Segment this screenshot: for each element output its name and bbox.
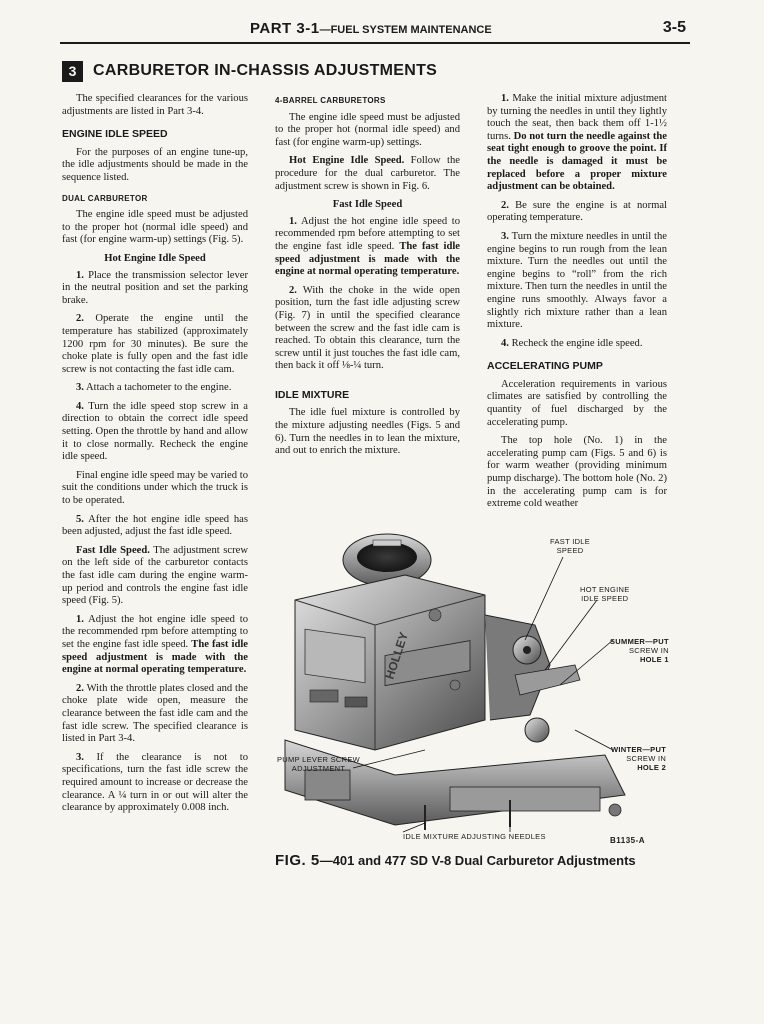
mixture-step-1: 1. Make the initial mixture adjustment by turning the needles in until they lightly touch the seat, then back them off 1-1½ turns. Do not turn the needle against the seat tight enough to groove the point. If the needle is damaged it must be replaced before a proper mixture adjustment can be obtained.: [487, 93, 667, 193]
heading-dual-carburetor: DUAL CARBURETOR: [62, 193, 148, 203]
holley-logo: HOLLEY: [382, 630, 411, 681]
header-section-name: FUEL SYSTEM MAINTENANCE: [330, 24, 492, 36]
col2-fast-step-2: 2. With the choke in the wide open position, turn the fast idle adjusting screw (Fig. 7) in until the specified clearance between the screw and the fast idle cam is reached. To obtain this clearance, turn the screw until it just touches the fast idle cam, then back it off ⅛-¼ turn.: [275, 284, 460, 372]
mixture-step-4: 4. Recheck the engine idle speed.: [501, 337, 643, 349]
section-number-badge: 3: [62, 61, 83, 82]
page-header: [60, 18, 690, 44]
heading-engine-idle-speed: ENGINE IDLE SPEED: [62, 128, 168, 141]
text-column-1: [62, 93, 248, 821]
4barrel-paragraph: The engine idle speed must be adjusted to the proper hot (normal idle speed) and fast (for engine warm-up) settings.: [275, 111, 460, 148]
heading-idle-mixture: IDLE MIXTURE: [275, 388, 350, 401]
col2-fast-step-1: 1. Adjust the hot engine idle speed to recommended rpm before attempting to set the engine fast idle speed. The fast idle speed adjustment is made with the engine at normal operating temperature.: [275, 215, 460, 278]
step-2: 2. Operate the engine until the temperature has stabilized (approximately 1200 rpm for 30 minutes). Be sure the choke plate is fully open and the fast idle screw is not contacting the fast idle cam.: [62, 313, 248, 375]
text-column-3: [487, 93, 667, 517]
figure-code: B1135-A: [610, 836, 646, 845]
header-dash: —: [319, 24, 331, 36]
carburetor-figure: [275, 505, 670, 850]
accel-paragraph-1: Acceleration requirements in various climates are satisfied by controlling the quantity of fuel discharged by the accelerating pump.: [487, 378, 667, 428]
base-plate: [285, 740, 625, 830]
label-mixture-needles: IDLE MIXTURE ADJUSTING NEEDLES: [403, 832, 546, 841]
section-title: CARBURETOR IN-CHASSIS ADJUSTMENTS: [93, 62, 438, 79]
label-fast-idle: FAST IDLE SPEED: [550, 537, 591, 555]
page-number: 3-5: [662, 19, 686, 36]
hot-idle-paragraph: Hot Engine Idle Speed. Follow the procedure for the dual carburetor. The adjustment screw is shown in Fig. 6.: [275, 155, 460, 192]
section-heading: [62, 60, 437, 82]
fast-step-3: 3. If the clearance is not to specifications, turn the fast idle screw the required amount to increase or decrease the clearance. A ¼ turn in or out will alter the clearance by approximately 0.008 inch.: [62, 751, 248, 814]
fast-idle-paragraph: Fast Idle Speed. The adjustment screw on the left side of the carburetor contacts the fast idle cam during the engine warm-up period and controls the engine fast idle speed (Fig. 5).: [62, 544, 248, 607]
label-hot-engine-idle: HOT ENGINE IDLE SPEED: [580, 585, 630, 603]
step-3: 3. Attach a tachometer to the engine.: [76, 382, 232, 394]
step-4: 4. Turn the idle speed stop screw in a direction to obtain the correct idle speed setting. Open the throttle by hand and allow it to close normally. Recheck the engine idle speed.: [62, 400, 248, 463]
mixture-step-3: 3. Turn the mixture needles in until the engine begins to run rough from the lean mixture. Turn the needles out until the engine begins to “roll” from the rich mixture. Then turn the needles in until the engine runs smoothly. Always favor a slightly rich mixture rather than a lean mixture.: [487, 230, 667, 331]
accel-paragraph-2: The top hole (No. 1) in the accelerating pump cam (Figs. 5 and 6) is for warm weather (providing minimum pump discharge). The bottom hole (No. 2) in the accelerating pump cam is for extreme cold weather: [487, 435, 667, 510]
throttle-linkage: [485, 615, 580, 742]
heading-accelerating-pump: ACCELERATING PUMP: [487, 360, 603, 373]
heading-4-barrel: 4-BARREL CARBURETORS: [275, 96, 386, 105]
fast-step-2: 2. With the throttle plates closed and the choke plate wide open, measure the clearance between the fast idle cam and the fast idle screw. The specified clearance is listed in Part 3-4.: [62, 682, 248, 745]
header-part: PART 3-1: [250, 20, 320, 37]
label-summer: SUMMER—PUT SCREW IN HOLE 1: [610, 637, 669, 664]
final-paragraph: Final engine idle speed may be varied to suit the conditions under which the truck is to be operated.: [62, 469, 248, 507]
step-1: 1. Place the transmission selector lever in the neutral position and set the parking brake.: [62, 269, 248, 306]
figure-caption: FIG. 5—401 and 477 SD V-8 Dual Carburetor Adjustments: [275, 852, 636, 869]
label-pump-lever: PUMP LEVER SCREW ADJUSTMENT: [277, 755, 361, 773]
intro-paragraph: The specified clearances for the various adjustments are listed in Part 3-4.: [62, 93, 248, 117]
heading-hot-engine-idle: Hot Engine Idle Speed: [104, 252, 206, 264]
step-5: 5. After the hot engine idle speed has been adjusted, adjust the fast idle speed.: [62, 513, 248, 538]
header-title: [250, 20, 492, 37]
tuneup-paragraph: For the purposes of an engine tune-up, the idle adjustments should be made in the sequence listed.: [62, 146, 248, 183]
dual-paragraph: The engine idle speed must be adjusted to the proper hot (normal idle speed) and fast (for engine warm-up) settings (Fig. 5).: [62, 209, 248, 246]
heading-fast-idle-speed: Fast Idle Speed: [332, 199, 403, 211]
carburetor-illustration: [275, 505, 670, 850]
mixture-step-2: 2. Be sure the engine is at normal operating temperature.: [487, 199, 667, 224]
idle-mixture-paragraph: The idle fuel mixture is controlled by the mixture adjusting needles (Figs. 5 and 6). Turn the needles in to lean the mixture, and out to enrich the mixture.: [275, 407, 460, 457]
label-winter: WINTER—PUT SCREW IN HOLE 2: [611, 745, 667, 772]
fast-step-1: 1. Adjust the hot engine idle speed to the recommended rpm before attempting to set the engine fast idle speed. The fast idle speed adjustment is made with the engine at normal operating temperature.: [62, 613, 248, 676]
text-column-2: [275, 93, 460, 464]
